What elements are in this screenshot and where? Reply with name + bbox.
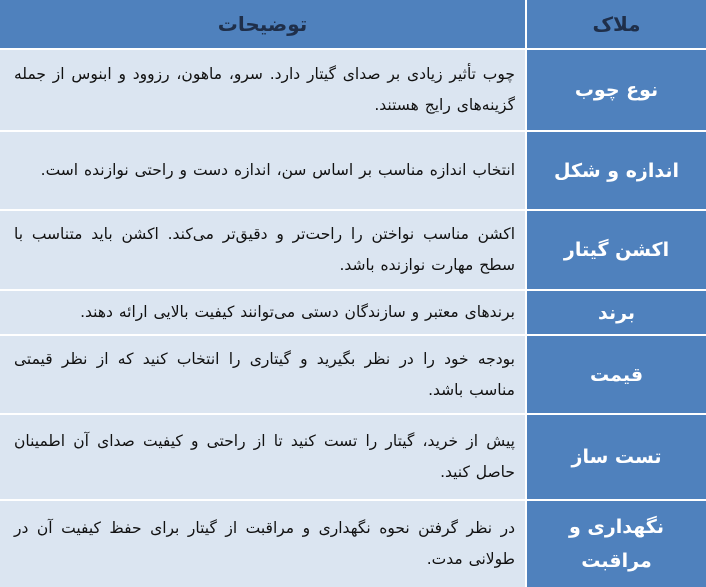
row-description-action: اکشن مناسب نواختن را راحت‌تر و دقیق‌تر می‌کند. اکشن باید متناسب با سطح مهارت نوازنده باشد.	[0, 211, 527, 291]
row-description-test: پیش از خرید، گیتار را تست کنید تا از راحتی و کیفیت صدای آن اطمینان حاصل کنید.	[0, 415, 527, 501]
row-description-brand: برندهای معتبر و سازندگان دستی می‌توانند کیفیت بالایی ارائه دهند.	[0, 291, 527, 336]
header-description: توضیحات	[0, 0, 527, 50]
row-criterion-wood-type: نوع چوب	[527, 50, 706, 132]
row-criterion-price: قیمت	[527, 336, 706, 415]
row-criterion-brand: برند	[527, 291, 706, 336]
row-description-maintenance: در نظر گرفتن نحوه نگهداری و مراقبت از گیتار برای حفظ کیفیت آن در طولانی مدت.	[0, 501, 527, 587]
row-criterion-maintenance: نگهداری و مراقبت	[527, 501, 706, 587]
row-description-price: بودجه خود را در نظر بگیرید و گیتاری را انتخاب کنید که از نظر قیمتی مناسب باشد.	[0, 336, 527, 415]
row-description-size-shape: انتخاب اندازه مناسب بر اساس سن، اندازه دست و راحتی نوازنده است.	[0, 132, 527, 211]
row-criterion-size-shape: اندازه و شکل	[527, 132, 706, 211]
row-criterion-test: تست ساز	[527, 415, 706, 501]
row-description-wood-type: چوب تأثیر زیادی بر صدای گیتار دارد. سرو، ماهون، رزوود و ابنوس از جمله گزینه‌های رایج هستند.	[0, 50, 527, 132]
row-criterion-action: اکشن گیتار	[527, 211, 706, 291]
header-criterion: ملاک	[527, 0, 706, 50]
